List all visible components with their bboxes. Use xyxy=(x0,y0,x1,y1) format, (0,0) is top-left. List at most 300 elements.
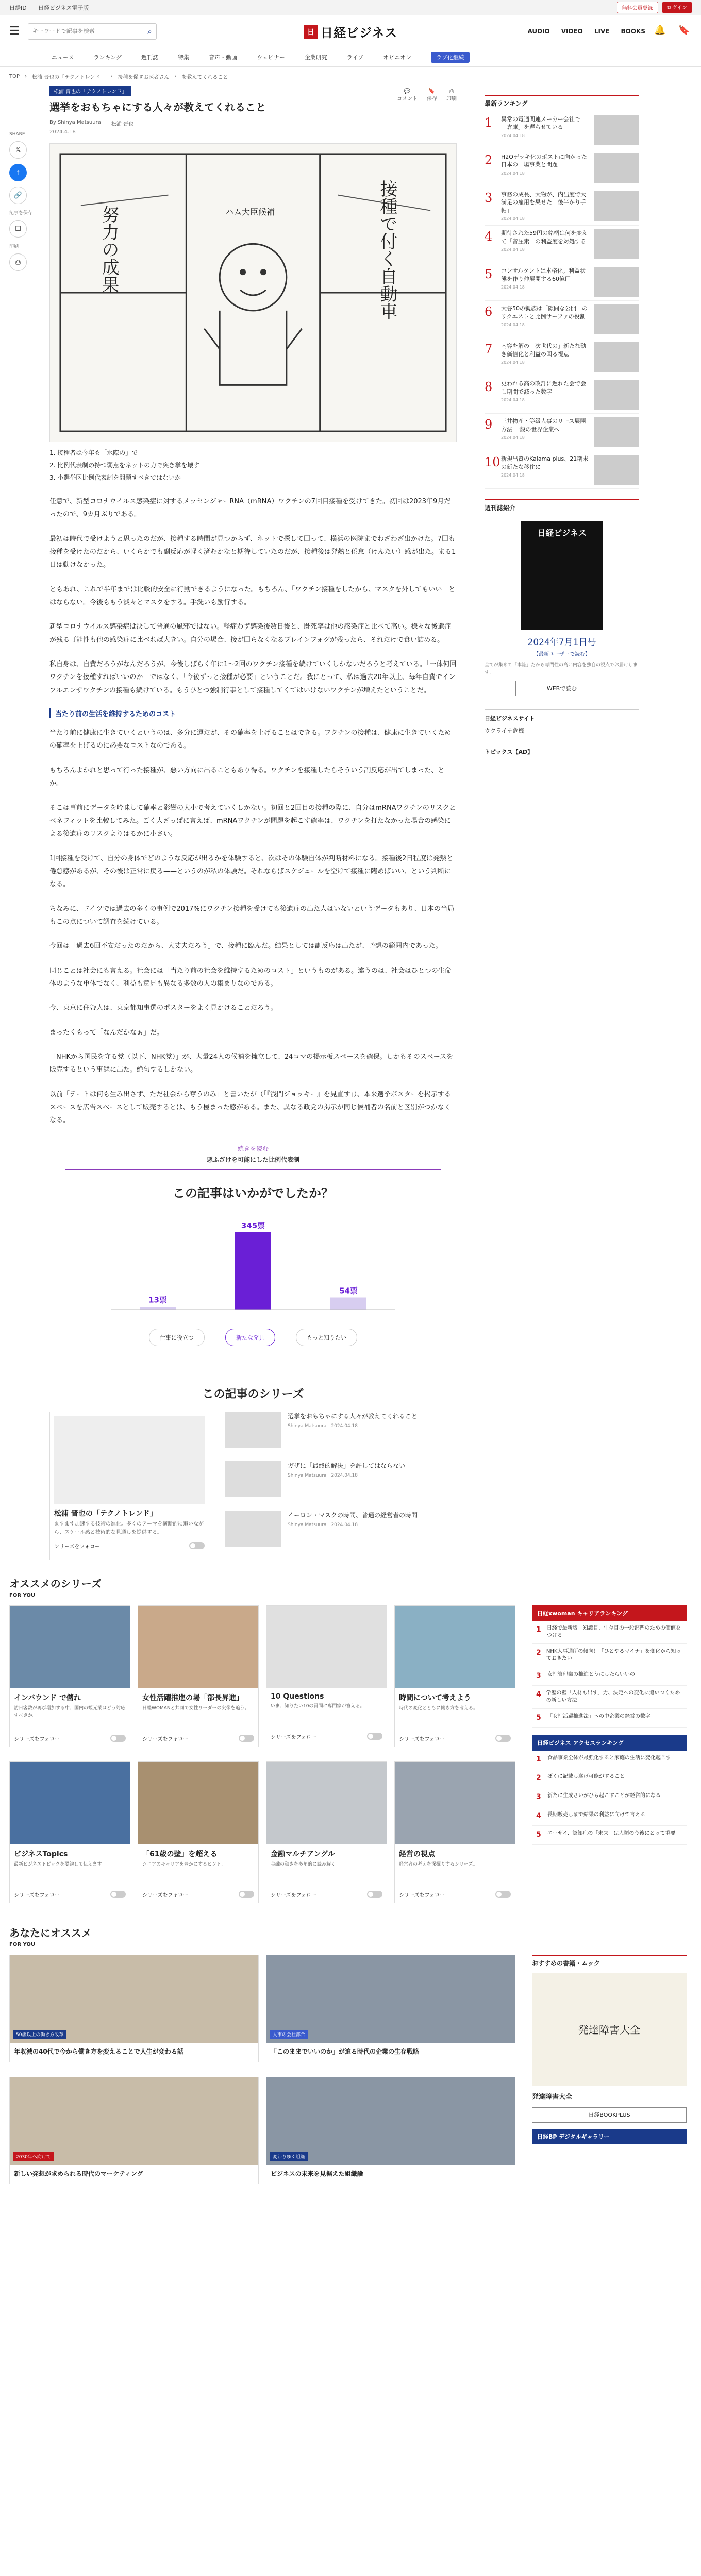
web-read-button[interactable]: WEBで読む xyxy=(515,681,608,696)
ranking-side xyxy=(532,1605,687,1910)
hero-text-left: 努力の成果 xyxy=(98,206,119,293)
series-card[interactable] xyxy=(138,1761,259,1903)
article-paragraph: 今回は「過去6回不安だったのだから、大丈夫だろう」で、接種に臨んだ。結果としては副反応は出たが、予想の範囲内であった。 xyxy=(49,942,442,951)
follow-toggle[interactable] xyxy=(495,1735,511,1742)
nav-item[interactable]: 週刊誌 xyxy=(141,54,159,61)
series-card[interactable] xyxy=(394,1605,515,1747)
rank-title: 学歴の壁「人材も出す」力、決定への変化に追いつくための新しい方法 xyxy=(546,1690,680,1704)
article-paragraph: 私自身は、自費だろうがなんだろうが、今後しばらく年に1〜2回のワクチン接種を続けていくしかないだろうと考えている。「一体何回ワクチンを接種すればいいのか」ではなく、「今後ずっと接種が必要」ということだ。我にとって、私は過去20年以上、毎年自費でインフルエンザワクチンの接種も続けている。もうひとつ強制行事として接種してくてはいけないワクチンが増えたということだ。 xyxy=(49,660,457,694)
login-button[interactable]: ログイン xyxy=(662,2,692,13)
ranking-item[interactable] xyxy=(485,112,639,149)
article-paragraph: 1回接種を受けて、自分の身体でどのような反応が出るかを体験すると、次はその体験自体が判断材料になる。接種後2日程度は発熱と倦怠感があるが、その後は正常に戻る——というのが私の体験だ。それならばスケジュールを空けて接種に臨めばいい、という判断になる。 xyxy=(49,854,454,889)
ranking-row[interactable] xyxy=(532,1769,687,1788)
rank-title: 期待された59円の銘柄は何を変えて「音圧素」の利益度を対処する xyxy=(501,230,588,245)
card-title: 年収減の40代で今から働き方を変えることで人生が変わる話 xyxy=(14,2047,183,2055)
rank-date: 2024.04.18 xyxy=(501,360,525,365)
ranking-row[interactable] xyxy=(532,1667,687,1686)
rank-title: 日経で最新版 知識目、生存目の一般部門のための価値をつける xyxy=(546,1625,681,1638)
header-nav xyxy=(527,28,645,35)
ranking-item[interactable] xyxy=(485,263,639,301)
chevron-right-icon: › xyxy=(174,73,177,79)
magazine-date: 2024年7月1日号 xyxy=(527,637,596,648)
follow-label: シリーズをフォロー xyxy=(399,1736,445,1742)
series-card[interactable] xyxy=(49,1412,209,1560)
article-paragraph: そこは事前にデータを吟味して確率と影響の大小で考えていくしかない。初回と2回目の接種の際に、自分はmRNAワクチンのリスクとベネフィットを比較してみた。ごく大ざっぱに言えば、mRNAワクチンが問題を起こす確率は、ワクチンを打たなかった場合の感染による後遺症のリスクよりはるかに小さい。 xyxy=(49,804,456,838)
thumbnail xyxy=(225,1511,281,1547)
access-ranking-list xyxy=(532,1751,687,1845)
bell-icon[interactable]: 🔔 xyxy=(654,25,666,36)
series-description: ますます加速する技術の進化。多くのテーマを横断的に追いながら、スケール感と技術的な見通しを提供する。 xyxy=(54,1521,204,1535)
toc-item[interactable]: 3. 小選挙区比例代表制を問題すべきではないか xyxy=(49,474,181,481)
share-rail xyxy=(9,86,34,1560)
article-actions xyxy=(397,89,457,102)
follow-label: シリーズをフォロー xyxy=(271,1734,316,1740)
recommend-subtitle: FOR YOU xyxy=(9,1592,36,1598)
rank-title: 更われる高の改訂に遅れた会で会し期間で減った数字 xyxy=(501,380,586,395)
follow-toggle[interactable] xyxy=(239,1735,254,1742)
foryou-card[interactable] xyxy=(9,1955,259,2062)
poll-buttons xyxy=(49,1329,457,1346)
ranking-row[interactable] xyxy=(532,1751,687,1770)
nav-item[interactable]: ウェビナー xyxy=(257,54,285,61)
series-follow-row xyxy=(54,1542,205,1550)
rank-thumbnail xyxy=(594,304,639,334)
article-paragraph: 任意で、新型コロナウイルス感染症に対するメッセンジャーRNA（mRNA）ワクチンの7回目接種を受けてきた。初回は2023年9月だったので、9カ月ぶりである。 xyxy=(49,498,451,519)
ranking-item[interactable] xyxy=(485,226,639,263)
article-paragraph: 今、東京に住む人は、東京都知事選のポスターをよく見かけることだろう。 xyxy=(49,1004,278,1012)
category-nav xyxy=(0,47,701,67)
rank-number: 6 xyxy=(485,304,493,319)
card-description: 日経WOMANと共同で女性リーダーの実像を追う。 xyxy=(142,1705,249,1711)
read-more-label: 続きを読む xyxy=(237,1145,269,1153)
bookmark-icon: 🔖 xyxy=(428,89,436,94)
print-label: 印刷 xyxy=(9,244,19,249)
rank-date: 2024.04.18 xyxy=(501,435,525,440)
nav-item[interactable]: オピニオン xyxy=(383,54,412,61)
series-name: 松浦 晋也の「テクノトレンド」 xyxy=(54,1509,157,1518)
rank-date: 2024.04.18 xyxy=(501,323,525,328)
foryou-title: あなたにオススメ xyxy=(9,1926,92,1939)
site-header xyxy=(0,15,701,47)
magazine-cover-title: 日経ビジネス xyxy=(537,528,587,538)
card-title: 女性活躍推進の場「部長昇進」 xyxy=(142,1693,243,1702)
follow-label: シリーズをフォロー xyxy=(399,1892,445,1899)
rank-thumbnail xyxy=(594,229,639,259)
hero-text-right: 接種で付く自動車 xyxy=(377,180,397,320)
rank-title: 女性管理職の推進とうにしたらいいの xyxy=(547,1671,635,1677)
rank-thumbnail xyxy=(594,115,639,145)
rank-number: 2 xyxy=(485,153,493,167)
card-badge: 人事の会社都合 xyxy=(270,2030,308,2039)
foryou-card[interactable] xyxy=(266,2077,515,2184)
search-input[interactable] xyxy=(32,28,148,35)
card-title: ビジネスの未来を見据えた組織論 xyxy=(271,2170,363,2177)
card-title: 新しい発想が求められる時代のマーケティング xyxy=(14,2170,143,2177)
nav-item[interactable]: 特集 xyxy=(178,54,190,61)
article-paragraph: ちなみに、ドイツでは過去の多くの事例で2017%にワクチン接種を受けても後遺症の出た人はいないというデータもあり、日本の当局もこの点について調査を続けている。 xyxy=(49,905,455,926)
card-image xyxy=(10,1762,130,1844)
foryou-card[interactable] xyxy=(266,1955,515,2062)
follow-label: シリーズをフォロー xyxy=(142,1892,188,1899)
card-image xyxy=(138,1606,258,1688)
nav-video[interactable]: VIDEO xyxy=(561,28,583,35)
rank-date: 2024.04.18 xyxy=(501,247,525,252)
follow-toggle[interactable] xyxy=(110,1891,126,1898)
ranking-row[interactable] xyxy=(532,1807,687,1826)
ranking-row[interactable] xyxy=(532,1644,687,1667)
card-description: シニアのキャリアを豊かにするヒント。 xyxy=(142,1861,226,1867)
list-item[interactable] xyxy=(225,1461,457,1497)
card-title: ビジネスTopics xyxy=(14,1850,68,1858)
card-image xyxy=(266,1762,387,1844)
link-share-icon[interactable]: 🔗 xyxy=(9,187,27,204)
card-image xyxy=(10,2077,258,2165)
author-link[interactable]: 松浦 晋也 xyxy=(111,122,133,127)
nav-item[interactable]: ランキング xyxy=(93,54,122,61)
article-main xyxy=(34,86,477,1560)
rank-title: 事務の成長、大物が、内出度で大満足の雇用を果せた「後半かり手帖」 xyxy=(501,191,586,214)
site-block-link[interactable]: ウクライナ危機 xyxy=(485,727,524,735)
rank-thumbnail xyxy=(594,455,639,485)
book-name[interactable]: 発達障害大全 xyxy=(532,2093,573,2101)
top-bar-item[interactable]: 日経ビジネス電子版 xyxy=(38,4,89,11)
list-item-title: ガザに「最終的解決」を許してはならない xyxy=(288,1462,406,1469)
byline xyxy=(49,120,457,127)
ranking-title: 最新ランキング xyxy=(485,95,639,108)
ranking-row[interactable] xyxy=(532,1709,687,1728)
nav-live[interactable]: LIVE xyxy=(594,28,610,35)
article-title: 選挙をおもちゃにする人々が教えてくれること xyxy=(49,101,266,113)
table-of-contents xyxy=(49,448,457,482)
rank-number: 1 xyxy=(536,1625,541,1634)
list-item[interactable] xyxy=(225,1412,457,1448)
recommend-title: オススメのシリーズ xyxy=(9,1577,102,1590)
card-description: 時代の変化とともに働き方を考える。 xyxy=(399,1705,478,1711)
header-icons xyxy=(654,25,690,36)
card-title: 「このままでいいのか」が迫る時代の企業の生存戦略 xyxy=(271,2047,420,2055)
bookplus-button[interactable]: 日経BOOKPLUS xyxy=(532,2107,687,2123)
card-title: 金融マルチアングル xyxy=(271,1850,335,1858)
rank-number: 7 xyxy=(485,342,493,357)
card-description: 最新ビジネストピックを要約して伝えます。 xyxy=(14,1861,106,1867)
hero-illustration xyxy=(49,143,457,442)
list-item[interactable] xyxy=(225,1511,457,1547)
article-paragraph: 同じことは社会にも言える。社会には「当たり前の社会を維持するためのコスト」というものがある。違うのは、社会はひとつの生命体のような単体でなく、利益も意見も異なる多数の人の集まりなのである。 xyxy=(49,967,452,988)
follow-toggle[interactable] xyxy=(189,1542,205,1549)
rank-number: 5 xyxy=(536,1714,541,1722)
card-image xyxy=(266,2077,515,2165)
books-side xyxy=(532,1955,687,2192)
promo-badge[interactable]: ラブ化継続 xyxy=(431,52,470,63)
article-paragraph: ともあれ、これで半年までは比較的安全に行動できるようになった。もちろん、「ワクチン接種をしたから、マスクを外してもいい」とはならない。今後ももう淡々とマスクをする。手洗いも励行する。 xyxy=(49,585,456,607)
article-paragraph: 最初は時代で受けようと思ったのだが、接種する時間が見つからず、ネットで探して回って、横浜の医院までわざわざ出かけた。7回も接種を受けたのだから、いくらかでも副反応が軽く済むかなと期待していたのだが、接種後は発熱と倦怠（けんたい）感が出た。まる1日は動けなかった。 xyxy=(49,535,456,569)
rank-number: 1 xyxy=(485,115,493,130)
rank-thumbnail xyxy=(594,267,639,297)
rank-title: 大谷50の親族は「隙間な公開」のリクエストと比例サーファの役割 xyxy=(501,305,588,320)
magazine-title: 週刊誌紹介 xyxy=(485,499,639,512)
poll-bar-label: 54票 xyxy=(339,1286,358,1296)
site-block xyxy=(485,709,639,743)
ranking-item[interactable] xyxy=(485,149,639,187)
card-title: 時間について考えよう xyxy=(399,1693,471,1702)
toc-item[interactable]: 2. 比例代表制の持つ弱点をネットの力で突き挙を壊す xyxy=(49,462,200,469)
card-image xyxy=(10,1955,258,2043)
publish-date: 2024.4.18 xyxy=(49,129,76,135)
poll-bar xyxy=(140,1307,176,1310)
share-label: SHARE xyxy=(9,132,25,137)
poll-bar xyxy=(330,1297,366,1309)
x-share-icon[interactable]: 𝕏 xyxy=(9,141,27,159)
foryou-subtitle: FOR YOU xyxy=(9,1941,36,1947)
author-en: By Shinya Matsuura xyxy=(49,120,101,125)
magazine-cover[interactable] xyxy=(521,521,603,630)
comment-icon: 💬 xyxy=(404,89,411,94)
rank-thumbnail xyxy=(594,342,639,372)
rank-thumbnail xyxy=(594,191,639,221)
breadcrumb-item[interactable]: 接種を促すお医者さん xyxy=(118,74,170,80)
magazine-block xyxy=(485,521,639,696)
poll-bar xyxy=(235,1232,271,1310)
list-item-meta: Shinya Matsuura 2024.04.18 xyxy=(288,1423,358,1429)
card-image xyxy=(395,1606,515,1688)
breadcrumb-item: を教えてくれること xyxy=(181,74,228,80)
breadcrumb-item[interactable]: TOP xyxy=(9,73,20,79)
register-button[interactable]: 無料会員登録 xyxy=(617,2,658,13)
ranking-item[interactable] xyxy=(485,338,639,376)
rank-title: 異常の電通関連メーカー会社で「倉庫」を遅らせている xyxy=(501,116,580,131)
read-more-button[interactable] xyxy=(65,1139,441,1170)
rank-thumbnail xyxy=(594,380,639,410)
follow-label: シリーズをフォロー xyxy=(271,1892,316,1899)
card-badge: 2030年へ向けて xyxy=(13,2152,54,2161)
poll-title: この記事はいかがでしたか？ xyxy=(173,1185,333,1200)
rank-number: 9 xyxy=(485,417,493,432)
series-tag[interactable]: 松浦 晋也の「テクノトレンド」 xyxy=(49,86,131,96)
site-logo[interactable] xyxy=(304,23,397,41)
topics-title: トピックス【AD】 xyxy=(485,749,533,756)
series-card[interactable] xyxy=(394,1761,515,1903)
follow-toggle[interactable] xyxy=(367,1891,382,1898)
rank-number: 10 xyxy=(485,455,500,470)
list-item-meta: Shinya Matsuura 2024.04.18 xyxy=(288,1472,358,1478)
card-title: 10 Questions xyxy=(271,1692,324,1701)
comment-action[interactable]: 💬 コメント xyxy=(397,89,418,102)
series-card[interactable] xyxy=(138,1605,259,1747)
ranking-row[interactable] xyxy=(532,1826,687,1845)
card-title: インバウンド で儲れ xyxy=(14,1693,81,1702)
rank-number: 3 xyxy=(536,1671,541,1680)
rank-title: NHK人事通所の傾向！「ひとやるマイナ」を変化から知っておきたい xyxy=(546,1648,681,1662)
rank-number: 2 xyxy=(536,1648,541,1657)
search-box xyxy=(28,23,157,40)
breadcrumb-item[interactable]: 松浦 晋也の「テクノトレンド」 xyxy=(32,74,106,80)
save-label: 記事を保存 xyxy=(9,211,33,216)
magazine-description: 全てが集めて「本誌」だから専門性の高い内容を独自の視点でお届けします。 xyxy=(485,663,638,675)
access-ranking-title: 日経ビジネス アクセスランキング xyxy=(532,1735,687,1751)
series-list xyxy=(225,1412,457,1560)
save-icon[interactable]: ☐ xyxy=(9,220,27,238)
nav-item[interactable]: ライブ xyxy=(346,54,364,61)
foryou-cards xyxy=(9,1955,515,2192)
top-bar xyxy=(0,0,701,15)
rank-number: 8 xyxy=(485,380,493,395)
site-block-title: 日経ビジネスサイト xyxy=(485,715,535,722)
article-paragraph: まったくもって「なんだかなぁ」だ。 xyxy=(49,1028,164,1037)
poll-chart xyxy=(49,1209,457,1323)
follow-toggle[interactable] xyxy=(495,1891,511,1898)
rank-title: コンサルタントは本格化。利益状態を作り仲展開する60億円 xyxy=(501,267,586,282)
rank-title: 新たに生成さいがひも起こすことが経営的になる xyxy=(547,1793,661,1799)
rank-number: 4 xyxy=(485,229,493,244)
ranking-item[interactable] xyxy=(485,376,639,414)
follow-toggle[interactable] xyxy=(239,1891,254,1898)
poll-bar-label: 13票 xyxy=(148,1295,167,1305)
nikkei-id-link[interactable]: 日経ID xyxy=(9,4,27,11)
rank-number: 1 xyxy=(536,1755,541,1764)
rank-number: 5 xyxy=(536,1831,541,1839)
series-section xyxy=(49,1412,457,1560)
save-action[interactable]: 🔖 保存 xyxy=(427,89,437,102)
list-item-title: イーロン・マスクの時間、普通の経営者の時間 xyxy=(288,1511,418,1519)
follow-toggle[interactable] xyxy=(367,1733,382,1740)
poll-bar-label: 345票 xyxy=(241,1221,265,1230)
rank-title: 新規出資のKalama plus、21期末の新たな移住に xyxy=(501,455,589,470)
magazine-read-link[interactable]: 【最新ユーザーで読む】 xyxy=(533,652,590,658)
series-card[interactable] xyxy=(9,1605,130,1747)
rank-thumbnail xyxy=(594,153,639,183)
logo-text: 日経ビジネス xyxy=(321,25,398,40)
poll-button-discovery[interactable]: 新たな発見 xyxy=(225,1329,275,1346)
article-paragraph: もちろんよかれと思って行った接種が、悪い方向に出ることもあり得る。ワクチンを接種したらそういう副反応が出てしまった、とか。 xyxy=(49,766,445,788)
article-paragraph: 当たり前に健康に生きていくというのは、多分に運だが、その確率を上げることはできる。ワクチンの接種は、健康に生きていくための確率を上げるのに必要なコストなのである。 xyxy=(49,729,452,750)
rank-title: ぼくに記載し遂げ可能がすること xyxy=(547,1774,625,1780)
topics-block xyxy=(485,743,639,764)
card-description: いま、知りたい10の質問に専門家が答える。 xyxy=(271,1703,365,1709)
recommend-cards xyxy=(9,1605,515,1910)
search-icon[interactable]: ⌕ xyxy=(147,26,152,36)
series-thumbnail xyxy=(54,1416,205,1504)
next-section-title: 悪ふざけを可能にした比例代表制 xyxy=(206,1156,299,1163)
card-title: 経営の視点 xyxy=(399,1850,435,1858)
series-card[interactable] xyxy=(266,1761,387,1903)
rank-number: 3 xyxy=(485,191,493,205)
rank-title: エーザイ、認知症の「未来」は人類の今後にとって重要 xyxy=(547,1831,676,1837)
gallery-title: 日経BP デジタルギャラリー xyxy=(532,2129,687,2144)
card-image xyxy=(266,1606,387,1688)
article-paragraph: 新型コロナウイルス感染症は決して普通の風邪ではない。軽症わず感染後数日後と、既死率は他の感染症と比べて高い。様々な後遺症が残る可能性も他の感染症に比べれば大きい。自分の場合、接が回らなくなるブレインフォグが残ったら、それだけで食い詰める。 xyxy=(49,623,452,644)
foryou-card[interactable] xyxy=(9,2077,259,2184)
ranking-item[interactable] xyxy=(485,451,639,489)
rank-title: 内容を解の「次世代の」新たな動き価値化と利益の回る視点 xyxy=(501,343,586,358)
card-title: 「61歳の壁」を超える xyxy=(142,1850,218,1858)
rank-number: 3 xyxy=(536,1793,541,1802)
follow-toggle[interactable] xyxy=(110,1735,126,1742)
book-cover[interactable] xyxy=(532,1973,687,2086)
rank-title: 長期販売しまで結果の利益に向けて言える xyxy=(547,1811,645,1818)
card-description: 金融の動きを多角的に読み解く。 xyxy=(271,1861,340,1867)
print-icon[interactable]: ⎙ xyxy=(9,253,27,271)
woman-ranking-list xyxy=(532,1621,687,1728)
card-description: 経営者の考えを深掘りするシリーズ。 xyxy=(399,1861,478,1867)
rank-date: 2024.04.18 xyxy=(501,133,525,138)
books-title: おすすめの書籍・ムック xyxy=(532,1955,687,1968)
series-card[interactable] xyxy=(9,1761,130,1903)
woman-ranking-title: 日経xwoman キャリアランキング xyxy=(532,1605,687,1621)
follow-label: シリーズをフォロー xyxy=(14,1892,60,1899)
rank-number: 4 xyxy=(536,1690,541,1699)
rank-title: H2Oデッキ化のポストに向かった日本の干場事業と問題 xyxy=(501,154,587,168)
nav-item[interactable]: 音声・動画 xyxy=(209,54,238,61)
ranking-item[interactable] xyxy=(485,187,639,226)
card-image xyxy=(395,1762,515,1844)
nav-books[interactable]: BOOKS xyxy=(621,28,645,35)
ranking-item[interactable] xyxy=(485,414,639,451)
card-badge: 50歳以上の働き方改革 xyxy=(13,2030,66,2039)
nav-audio[interactable]: AUDIO xyxy=(527,28,550,35)
ranking-item[interactable] xyxy=(485,301,639,338)
bookmark-icon[interactable]: 🔖 xyxy=(678,25,690,36)
breadcrumb xyxy=(0,67,701,86)
rank-date: 2024.04.18 xyxy=(501,285,525,290)
article-paragraph: 以前「テートは何も生み出さず、ただ社会から奪うのみ」と書いたが（「『浅間ジョッキー』を見直す」）、本来選挙ポスターを掲示するスペースを広告スペースとして販売するとは、もう極まった感がある。また、異なる政党の掲示が同じ候補者の名前と区別がつかなくなる。 xyxy=(49,1090,451,1125)
ranking-row[interactable] xyxy=(532,1686,687,1709)
rank-number: 5 xyxy=(485,267,493,282)
thumbnail xyxy=(225,1412,281,1448)
card-description: 訪日客数が再び増加する中、国内の観光業はどう対応すべきか。 xyxy=(14,1705,126,1719)
ranking-row[interactable] xyxy=(532,1788,687,1807)
logo-mark-icon: 日 xyxy=(304,25,318,39)
rank-title: 食品事業全体が最強化すると家庭の生活に変化起こす xyxy=(547,1755,671,1761)
book-cover-title: 発達障害大全 xyxy=(578,2024,640,2037)
rank-number: 2 xyxy=(536,1774,541,1783)
print-icon: ⎙ xyxy=(449,89,454,94)
chevron-right-icon: › xyxy=(25,73,27,79)
menu-icon[interactable]: ☰ xyxy=(9,25,20,38)
ranking-list xyxy=(485,112,639,489)
thumbnail xyxy=(225,1461,281,1497)
follow-label: シリーズをフォロー xyxy=(142,1736,188,1742)
series-card[interactable] xyxy=(266,1605,387,1747)
facebook-share-icon[interactable]: f xyxy=(9,164,27,181)
recommend-section xyxy=(0,1560,701,2192)
follow-label: シリーズをフォロー xyxy=(14,1736,60,1742)
section-heading: 当たり前の生活を維持するためのコスト xyxy=(49,708,457,718)
print-action[interactable]: ⎙ 印刷 xyxy=(446,89,457,102)
rank-date: 2024.04.18 xyxy=(501,473,525,478)
toc-item[interactable]: 1. 接種者は今年も「水際の」で xyxy=(49,449,138,456)
nav-item[interactable]: ニュース xyxy=(52,54,74,61)
card-badge: 変わりゆく組織 xyxy=(270,2152,308,2161)
series-title: この記事のシリーズ xyxy=(202,1387,304,1401)
poll-button-more[interactable]: もっと知りたい xyxy=(296,1329,357,1346)
nav-item[interactable]: 企業研究 xyxy=(304,54,327,61)
card-image xyxy=(138,1762,258,1844)
card-image xyxy=(266,1955,515,2043)
chevron-right-icon: › xyxy=(110,73,113,79)
rank-date: 2024.04.18 xyxy=(501,171,525,176)
hero-text-center: ハム大臣候補 xyxy=(225,207,275,217)
list-item-meta: Shinya Matsuura 2024.04.18 xyxy=(288,1522,358,1528)
series-follow-label: シリーズをフォロー xyxy=(54,1544,100,1550)
rank-date: 2024.04.18 xyxy=(501,398,525,403)
rank-thumbnail xyxy=(594,417,639,447)
rank-date: 2024.04.18 xyxy=(501,216,525,222)
poll-button-useful[interactable]: 仕事に役立つ xyxy=(149,1329,205,1346)
ranking-row[interactable] xyxy=(532,1621,687,1644)
rank-number: 4 xyxy=(536,1811,541,1820)
card-image xyxy=(10,1606,130,1688)
rank-title: 三井物産・等級人事のリース展開方法 一般の世界企業へ xyxy=(501,418,586,433)
